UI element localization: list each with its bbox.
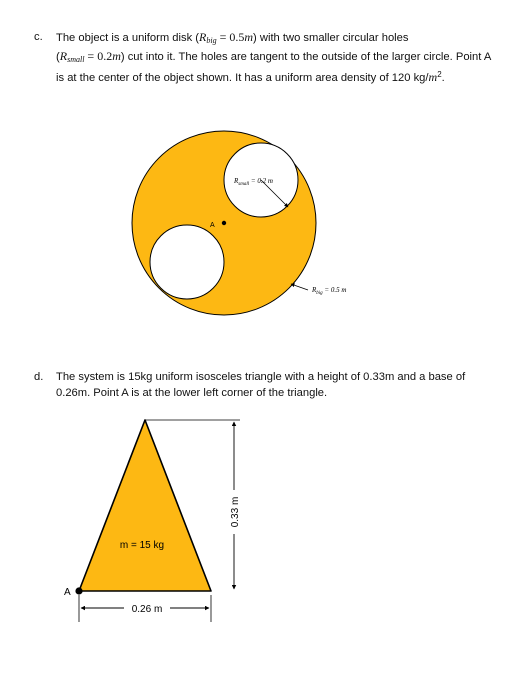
height-label: 0.33 m <box>230 496 241 528</box>
problem-c-text-end: . <box>441 72 445 84</box>
r-small-symbol: R <box>59 48 68 63</box>
mass-label: m = 15 kg <box>119 540 165 551</box>
r-big-subscript: big <box>206 36 217 45</box>
isosceles-triangle <box>79 420 211 591</box>
r-small-value: = 0.2 <box>84 48 113 63</box>
problem-c-text-3: ) cut into it. The holes are tangent to the outside of the larger circle. Point A is at the center of the object shown. It has a uniform area density of 120 kg/ <box>56 50 491 84</box>
point-a-dot <box>222 221 226 225</box>
base-label: 0.26 m <box>131 604 163 615</box>
area-exponent: 2 <box>437 70 442 79</box>
r-small-unit: m <box>112 48 121 63</box>
problem-c-text-1: The object is a uniform disk ( <box>56 32 200 44</box>
r-small-label: $R_{small} = 0.2$ m <box>234 177 273 187</box>
problem-c-text: The object is a uniform disk $(R_{big} = 0.5m)$ with two smaller circular holes $(R_{small} = 0.2m)$ cut into it. The holes are tangent to the outside of the larger circle. Point A is at the center of the object shown. It has a uniform area density of 120 $kg/m^2$. <box>56 30 491 84</box>
problem-c-marker: c. <box>34 31 43 43</box>
problem-d-text: The system is 15kg uniform isosceles triangle with a height of 0.33m and a base of 0.26m. Point A is at the lower left corner of the triangle. <box>56 371 466 399</box>
small-hole-lower <box>150 225 224 299</box>
point-a-label-d: A <box>64 587 71 598</box>
r-big-symbol: R <box>199 30 207 44</box>
r-small-subscript: small <box>67 54 85 64</box>
point-a-dot-d <box>75 587 82 594</box>
r-big-value: = 0.5 <box>216 30 245 44</box>
area-unit: m <box>428 70 438 84</box>
triangle-figure <box>64 420 242 622</box>
r-big-label: $R_{big} = 0.5$ m <box>312 286 347 296</box>
problem-c-text-2: ) with two smaller circular holes <box>253 32 409 44</box>
disk-figure <box>132 131 346 315</box>
r-big-arrow <box>291 284 308 290</box>
r-big-unit: m <box>244 30 254 44</box>
point-a-label-c: A <box>210 222 215 229</box>
problem-d-marker: d. <box>34 371 44 383</box>
